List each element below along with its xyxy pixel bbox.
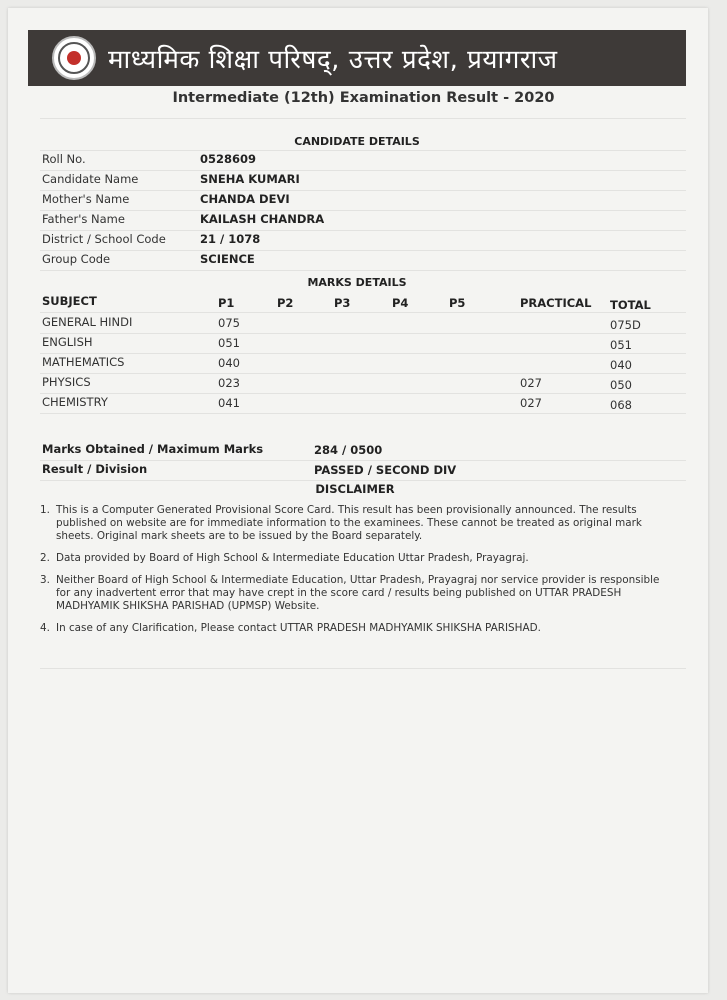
marks-row	[40, 353, 686, 374]
candidate-field-label: District / School Code	[42, 232, 166, 246]
candidate-field-value: KAILASH CHANDRA	[200, 212, 325, 226]
marks-obtained-value: 284 / 0500	[314, 443, 383, 457]
marks-cell-p1: 041	[218, 396, 240, 410]
disclaimer-number: 3.	[40, 574, 50, 586]
marks-row	[40, 393, 686, 414]
candidate-field-value: 0528609	[200, 152, 257, 166]
marks-row	[40, 333, 686, 354]
candidate-row	[40, 150, 686, 171]
disclaimer-list	[40, 504, 670, 644]
col-subject: SUBJECT	[42, 294, 97, 308]
board-name: माध्यमिक शिक्षा परिषद्, उत्तर प्रदेश, प्रयागराज	[108, 45, 558, 75]
candidate-field-label: Group Code	[42, 252, 111, 266]
candidate-field-value: SCIENCE	[200, 252, 255, 266]
disclaimer-item	[40, 574, 670, 613]
marks-cell-subject: PHYSICS	[42, 375, 91, 389]
candidate-field-label: Candidate Name	[42, 172, 139, 186]
col-total: TOTAL	[610, 298, 651, 312]
col-p1: P1	[218, 296, 235, 310]
candidate-row	[40, 190, 686, 211]
marks-cell-total: 051	[610, 338, 632, 352]
marks-row	[40, 373, 686, 394]
divider	[40, 668, 686, 669]
marks-cell-total: 040	[610, 358, 632, 372]
result-row	[40, 460, 686, 481]
marks-cell-subject: GENERAL HINDI	[42, 315, 133, 329]
marks-cell-total: 068	[610, 398, 632, 412]
disclaimer-number: 1.	[40, 504, 50, 516]
col-p4: P4	[392, 296, 409, 310]
candidate-field-label: Father's Name	[42, 212, 125, 226]
disclaimer-text: This is a Computer Generated Provisional Score Card. This result has been provisionally announced. The results published on website are for immediate information to the examinees. These cannot be treated as original mark sheets. Original mark sheets are to be issued by the Board separately.	[56, 504, 642, 542]
marks-cell-subject: ENGLISH	[42, 335, 93, 349]
candidate-row	[40, 250, 686, 271]
disclaimer-item	[40, 504, 670, 543]
col-p3: P3	[334, 296, 351, 310]
up-board-emblem-icon	[52, 36, 96, 80]
col-p2: P2	[277, 296, 294, 310]
marks-header-row	[40, 292, 686, 313]
candidate-field-value: SNEHA KUMARI	[200, 172, 300, 186]
exam-title: Intermediate (12th) Examination Result - 2020	[172, 90, 555, 106]
marks-cell-p1: 040	[218, 356, 240, 370]
disclaimer-number: 2.	[40, 552, 50, 564]
candidate-field-value: CHANDA DEVI	[200, 192, 290, 206]
marks-cell-total: 075D	[610, 318, 641, 332]
candidate-row	[40, 210, 686, 231]
marks-cell-total: 050	[610, 378, 632, 392]
candidate-field-label: Roll No.	[42, 152, 86, 166]
candidate-row	[40, 230, 686, 251]
disclaimer-number: 4.	[40, 622, 50, 634]
divider	[40, 118, 686, 119]
marks-cell-subject: CHEMISTRY	[42, 395, 108, 409]
result-label: Result / Division	[42, 462, 148, 476]
disclaimer-text: In case of any Clarification, Please contact UTTAR PRADESH MADHYAMIK SHIKSHA PARISHAD.	[56, 622, 541, 634]
marks-row	[40, 313, 686, 334]
board-header	[28, 30, 686, 86]
candidate-details-title: CANDIDATE DETAILS	[294, 135, 420, 148]
result-value: PASSED / SECOND DIV	[314, 463, 457, 477]
col-practical: PRACTICAL	[520, 296, 592, 310]
disclaimer-text: Data provided by Board of High School & Intermediate Education Uttar Pradesh, Prayagraj.	[56, 552, 529, 564]
candidate-row	[40, 170, 686, 191]
disclaimer-text: Neither Board of High School & Intermediate Education, Uttar Pradesh, Prayagraj nor service provider is responsible for any inadvertent error that may have crept in the score card / results being published on UTTAR PRADESH MADHYAMIK SHIKSHA PARISHAD (UPMSP) Website.	[56, 574, 660, 612]
disclaimer-title: DISCLAIMER	[315, 482, 395, 496]
candidate-field-value: 21 / 1078	[200, 232, 261, 246]
marks-obtained-label: Marks Obtained / Maximum Marks	[42, 442, 264, 456]
marks-cell-p1: 051	[218, 336, 240, 350]
marks-cell-practical: 027	[520, 396, 542, 410]
candidate-field-label: Mother's Name	[42, 192, 130, 206]
marks-cell-p1: 075	[218, 316, 240, 330]
marks-cell-subject: MATHEMATICS	[42, 355, 125, 369]
disclaimer-item	[40, 622, 670, 635]
col-p5: P5	[449, 296, 466, 310]
marks-summary-row	[40, 440, 686, 461]
disclaimer-item	[40, 552, 670, 565]
marks-cell-practical: 027	[520, 376, 542, 390]
marks-details-title: MARKS DETAILS	[307, 276, 407, 289]
marks-cell-p1: 023	[218, 376, 240, 390]
